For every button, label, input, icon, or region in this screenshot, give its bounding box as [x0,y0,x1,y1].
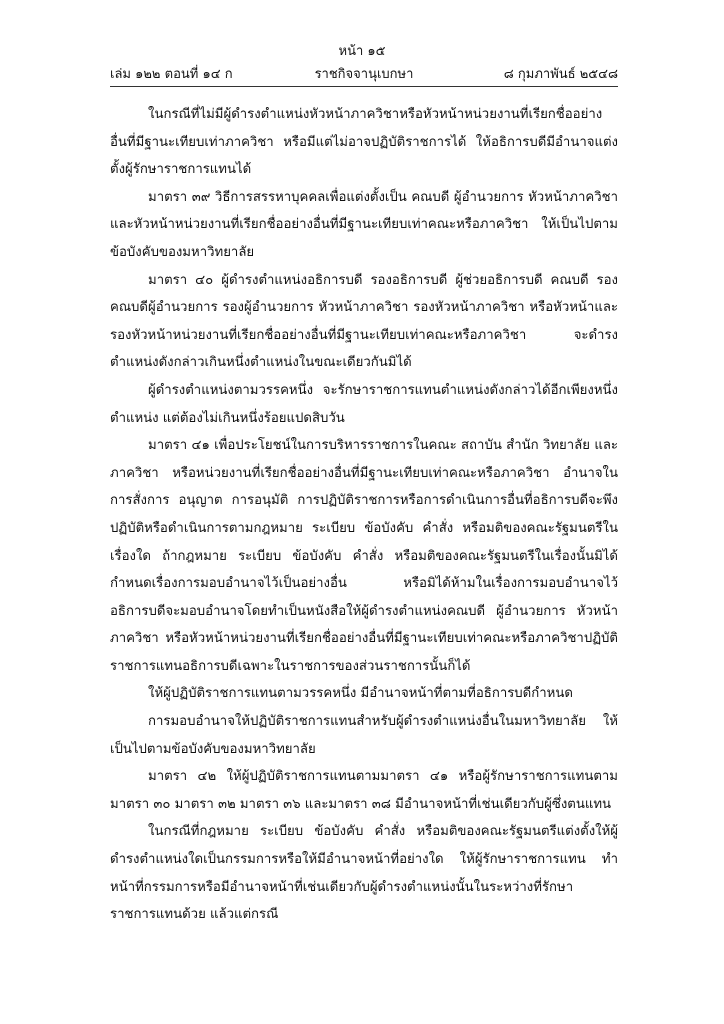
paragraph: มาตรา ๔๑ เพื่อประโยชน์ในการบริหารราชการในคณะ สถาบัน สำนัก วิทยาลัย และภาควิชา หรือหน่วยงานที่เรียกชื่ออย่างอื่นที่มีฐานะเทียบเท่าคณะหรือภาควิชา อำนาจในการสั่งการ อนุญาต การอนุมัติ การปฏิบัติราชการหรือการดำเนินการอื่นที่อธิการบดีจะพึงปฏิบัติหรือดำเนินการตามกฎหมาย ระเบียบ ข้อบังคับ คำสั่ง หรือมติของคณะรัฐมนตรีในเรื่องใด ถ้ากฎหมาย ระเบียบ ข้อบังคับ คำสั่ง หรือมติของคณะรัฐมนตรีในเรื่องนั้นมิได้กำหนดเรื่องการมอบอำนาจไว้เป็นอย่างอื่น หรือมิได้ห้ามในเรื่องการมอบอำนาจไว้ อธิการบดีจะมอบอำนาจโดยทำเป็นหนังสือให้ผู้ดำรงตำแหน่งคณบดี ผู้อำนวยการ หัวหน้าภาควิชา หรือหัวหน้าหน่วยงานที่เรียกชื่ออย่างอื่นที่มีฐานะเทียบเท่าคณะหรือภาควิชาปฏิบัติราชการแทนอธิการบดีเฉพาะในราชการของส่วนราชการนั้นก็ได้ [110,438,618,674]
page-number: หน้า ๑๕ [338,44,386,59]
publication-name: ราชกิจจานุเบกษา [314,67,414,82]
paragraph: ในกรณีที่กฎหมาย ระเบียบ ข้อบังคับ คำสั่ง หรือมติของคณะรัฐมนตรีแต่งตั้งให้ผู้ดำรงตำแหน่งใดเป็นกรรมการหรือให้มีอำนาจหน้าที่อย่างใด ให้ผู้รักษาราชการแทน ทำหน้าที่กรรมการหรือมีอำนาจหน้าที่เช่นเดียวกับผู้ดำรงตำแหน่งนั้นในระหว่างที่รักษาราชการแทนด้วย แล้วแต่กรณี [110,824,618,923]
paragraph: มาตรา ๓๙ วิธีการสรรหาบุคคลเพื่อแต่งตั้งเป็น คณบดี ผู้อำนวยการ หัวหน้าภาควิชาและหัวหน้าหน่วยงานที่เรียกชื่ออย่างอื่นที่มีฐานะเทียบเท่าคณะหรือภาควิชา ให้เป็นไปตามข้อบังคับของมหาวิทยาลัย [110,189,618,260]
paragraph: มาตรา ๔๐ ผู้ดำรงตำแหน่งอธิการบดี รองอธิการบดี ผู้ช่วยอธิการบดี คณบดี รองคณบดีผู้อำนวยการ รองผู้อำนวยการ หัวหน้าภาควิชา รองหัวหน้าภาควิชา หรือหัวหน้าและรองหัวหน้าหน่วยงานที่เรียกชื่ออย่างอื่นที่มีฐานะเทียบเท่าคณะหรือภาควิชา จะดำรงตำแหน่งดังกล่าวเกินหนึ่งตำแหน่งในขณะเดียวกันมิได้ [110,272,618,371]
publication-date: ๘ กุมภาพันธ์ ๒๕๔๘ [503,67,618,82]
paragraph: มาตรา ๔๒ ให้ผู้ปฏิบัติราชการแทนตามมาตรา ๔๑ หรือผู้รักษาราชการแทนตามมาตรา ๓๐ มาตรา ๓๒ มาตรา ๓๖ และมาตรา ๓๘ มีอำนาจหน้าที่เช่นเดียวกับผู้ซึ่งตนแทน [110,769,618,812]
page-header [110,63,618,83]
paragraph: ให้ผู้ปฏิบัติราชการแทนตามวรรคหนึ่ง มีอำนาจหน้าที่ตามที่อธิการบดีกำหนด [148,686,573,702]
document-body [110,101,618,929]
volume-issue: เล่ม ๑๒๒ ตอนที่ ๑๔ ก [110,67,233,82]
paragraph: การมอบอำนาจให้ปฏิบัติราชการแทนสำหรับผู้ดำรงตำแหน่งอื่นในมหาวิทยาลัย ให้เป็นไปตามข้อบังคับของมหาวิทยาลัย [110,714,618,757]
paragraph: ผู้ดำรงตำแหน่งตามวรรคหนึ่ง จะรักษาราชการแทนตำแหน่งดังกล่าวได้อีกเพียงหนึ่งตำแหน่ง แต่ต้องไม่เกินหนึ่งร้อยแปดสิบวัน [110,382,618,426]
header-rule [110,86,618,87]
paragraph: ในกรณีที่ไม่มีผู้ดำรงตำแหน่งหัวหน้าภาควิชาหรือหัวหน้าหน่วยงานที่เรียกชื่ออย่างอื่นที่มีฐานะเทียบเท่าภาควิชา หรือมีแต่ไม่อาจปฏิบัติราชการได้ ให้อธิการบดีมีอำนาจแต่งตั้งผู้รักษาราชการแทนได้ [110,107,618,178]
